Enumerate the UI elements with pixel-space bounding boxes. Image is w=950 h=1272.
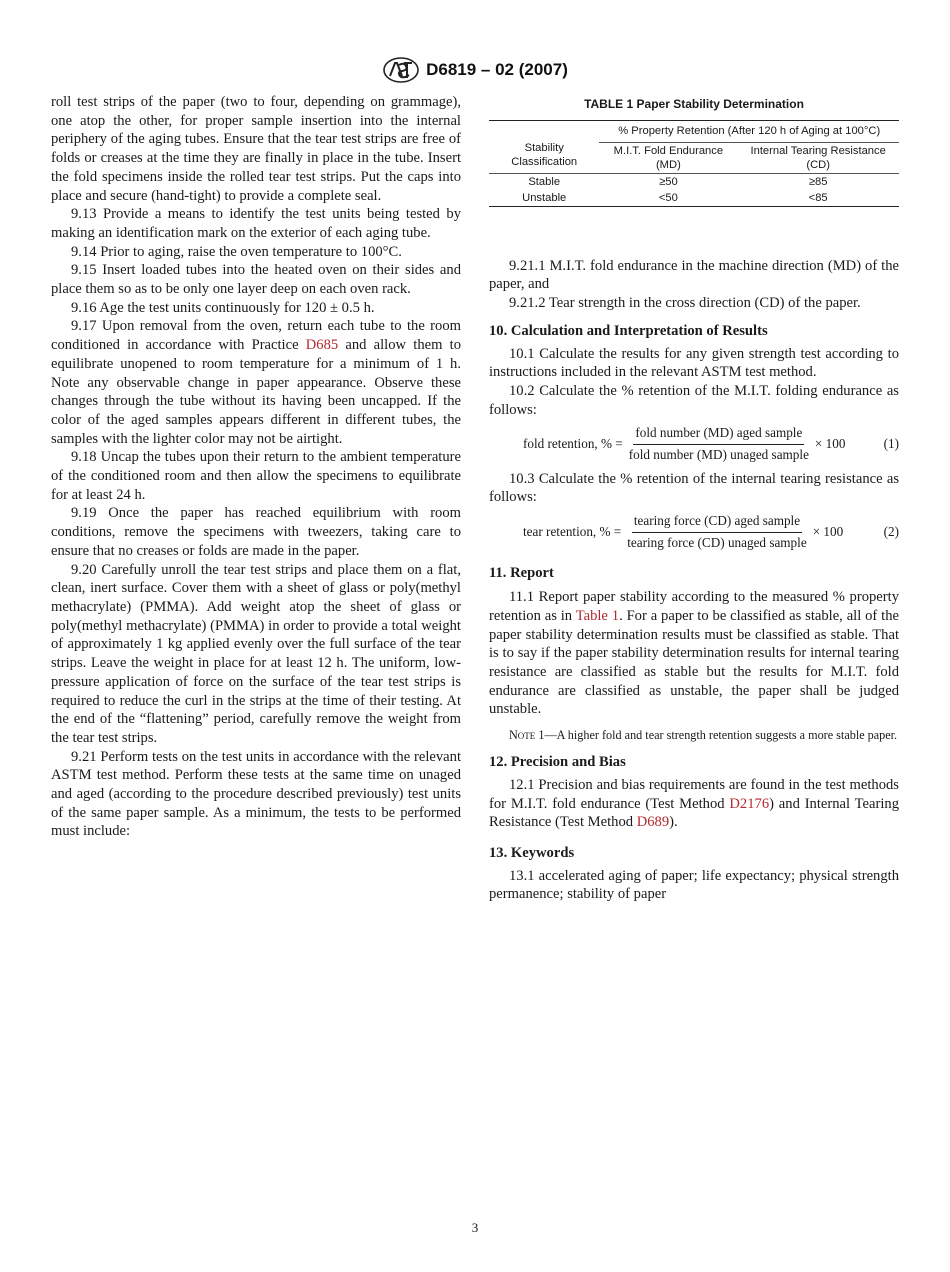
section-11-heading: 11. Report: [489, 564, 554, 581]
table-header-classification: Stability Classification: [489, 120, 599, 173]
table-cell-label: Unstable: [489, 190, 599, 207]
page-header: [0, 55, 950, 85]
paragraph-9-19: 9.19 Once the paper has reached equilibrium with room conditions, remove the specimens with tweezers, taking care to ensure that no creases or folds are made in the paper.: [51, 505, 461, 559]
table-caption: TABLE 1 Paper Stability Determination: [584, 97, 804, 111]
equation-1-number: (1): [883, 436, 899, 452]
equation-1-lhs: fold retention, % =: [523, 436, 623, 452]
equation-2-number: (2): [883, 523, 899, 539]
paragraph-12-1-text-a: 12.1 Precision and bias requirements are found in the test methods for M.I.T. fold endurance (Test Method: [489, 776, 899, 812]
paragraph-9-16: 9.16 Age the test units continuously for 120 ± 0.5 h.: [71, 299, 375, 316]
equation-2-denominator: tearing force (CD) unaged sample: [627, 534, 807, 550]
table-row: [489, 190, 899, 207]
paragraph-11-1-text-b: . For a paper to be classified as stable, all of the paper stability determination results must be classified as stable. That is to say if the paper stability determination results for internal tearing resistance are classified as stable but the results for M.I.T. fold endurance are classified as unstable, the paper shall be judged unstable.: [489, 607, 899, 718]
paragraph-11-1: [489, 588, 899, 719]
paragraph-9-15: 9.15 Insert loaded tubes into the heated oven on their sides and place them so as to be only one layer deep on each oven rack.: [51, 262, 461, 298]
paragraph-10-1: 10.1 Calculate the results for any given strength test according to instructions included in the relevant ASTM test method.: [489, 345, 899, 381]
stability-table: [489, 120, 899, 207]
right-column: [489, 93, 899, 904]
equation-2-numerator: tearing force (CD) aged sample: [632, 512, 802, 533]
paragraph-9-18: 9.18 Uncap the tubes upon their return to the ambient temperature of the conditioned room and then allow the specimens to equilibrate for at least 24 h.: [51, 449, 461, 503]
table-span-header: % Property Retention (After 120 h of Aging at 100°C): [599, 120, 899, 142]
paragraph-9-20: 9.20 Carefully unroll the tear test strips and place them on a flat, clean, inert surface. Cover them with a sheet of glass or poly(methyl methacrylate) (PMMA). Add weight atop the sheet of glass or poly(methyl methacrylate) (PMMA) in order to provide a total weight of approximately 1 kg applied evenly over the full surface of the tear strips. Leave the weight in place for at least 12 h. The uniform, low-pressure application of force on the surface of the tear test strips is required to reduce the curl in the strips at the time of their testing. At the end of the “flattening” period, carefully remove the weight from the tear test strips.: [51, 561, 461, 746]
table-cell-label: Stable: [528, 175, 561, 188]
table-cell-tear: ≥85: [808, 175, 828, 188]
equation-2-multiplier: × 100: [812, 523, 844, 539]
page-number: 3: [471, 1220, 479, 1235]
paragraph-12-1-text-c: ).: [669, 814, 678, 831]
note-label: Note: [509, 728, 536, 743]
paragraph-12-1: [489, 776, 899, 832]
table-header-tear: Internal Tearing Resistance (CD): [737, 142, 899, 173]
paragraph-9-21: 9.21 Perform tests on the test units in accordance with the relevant ASTM test method. Perform these tests at the same time on unaged and aged (according to the procedure described previously) test units of the same paper sample. As a minimum, the tests to be performed must include:: [51, 748, 461, 840]
note-text: 1—A higher fold and tear strength retention suggests a more stable paper.: [535, 728, 898, 743]
paragraph-9-12-continued: roll test strips of the paper (two to four, depending on grammage), one atop the other, for proper sample insertion into the internal periphery of the aging tubes. Ensure that the tear test strips are free of folds or creases at the time they are finally in place in the tube. Insert the fold specimens inside the rolled tear test strips. Put the caps into place and secure (hand-tight) to provide a complete seal.: [51, 94, 461, 204]
equation-2: [489, 512, 899, 552]
section-13-heading: 13. Keywords: [489, 844, 575, 861]
paragraph-9-21-1: 9.21.1 M.I.T. fold endurance in the machine direction (MD) of the paper, and: [489, 257, 899, 293]
equation-1: [489, 424, 899, 464]
equation-1-numerator: fold number (MD) aged sample: [633, 424, 804, 445]
left-column: [51, 93, 461, 841]
paragraph-9-17-text-b: and allow them to equilibrate unopened to room temperature for a minimum of 1 h. Note any observable change in paper appearance. Observe these changes through the tube without its having been uncapped. If the color of the aged samples appears different in different tubes, the samples with the lighter color may not be airtight.: [51, 337, 461, 447]
note-1: [489, 727, 899, 744]
table-header-fold: M.I.T. Fold Endurance (MD): [599, 142, 737, 173]
equation-1-multiplier: × 100: [814, 436, 846, 452]
paragraph-12-1-text-b: ) and Internal Tearing Resistance (Test Method: [489, 795, 899, 831]
table-cell-fold: <50: [599, 190, 737, 207]
paragraph-9-13: 9.13 Provide a means to identify the test units being tested by making an identification mark on the exterior of each aging tube.: [51, 206, 461, 241]
equation-2-fraction: [625, 512, 808, 552]
paragraph-9-21-2: 9.21.2 Tear strength in the cross direction (CD) of the paper.: [509, 295, 861, 312]
equation-1-fraction: [627, 424, 811, 464]
paragraph-9-17: [51, 317, 461, 448]
table-cell-tear: <85: [737, 190, 899, 207]
paragraph-9-17-text-a: 9.17 Upon removal from the oven, return each tube to the room conditioned in accordance with Practice: [51, 318, 461, 354]
link-d689[interactable]: D689: [636, 814, 670, 831]
astm-logo-icon: [382, 56, 420, 84]
document-designation: D6819 – 02 (2007): [426, 60, 568, 79]
table-cell-fold: ≥50: [659, 175, 678, 188]
table-row: [489, 173, 899, 190]
section-12-heading: 12. Precision and Bias: [489, 754, 626, 771]
paragraph-13-1: 13.1 accelerated aging of paper; life expectancy; physical strength permanence; stability of paper: [489, 867, 899, 903]
section-10-heading: 10. Calculation and Interpretation of Results: [489, 322, 768, 339]
link-table-1[interactable]: Table 1: [575, 607, 620, 624]
link-d685[interactable]: D685: [305, 337, 339, 354]
paragraph-11-1-text-a: 11.1 Report paper stability according to the measured % property retention as in: [489, 589, 899, 624]
paragraph-10-2: 10.2 Calculate the % retention of the M.I.T. folding endurance as follows:: [489, 382, 899, 418]
paragraph-10-3: 10.3 Calculate the % retention of the internal tearing resistance as follows:: [489, 470, 899, 506]
equation-2-lhs: tear retention, % =: [523, 523, 622, 539]
paragraph-9-14: 9.14 Prior to aging, raise the oven temperature to 100°C.: [71, 243, 402, 260]
link-d2176[interactable]: D2176: [729, 795, 770, 812]
equation-1-denominator: fold number (MD) unaged sample: [628, 447, 809, 463]
